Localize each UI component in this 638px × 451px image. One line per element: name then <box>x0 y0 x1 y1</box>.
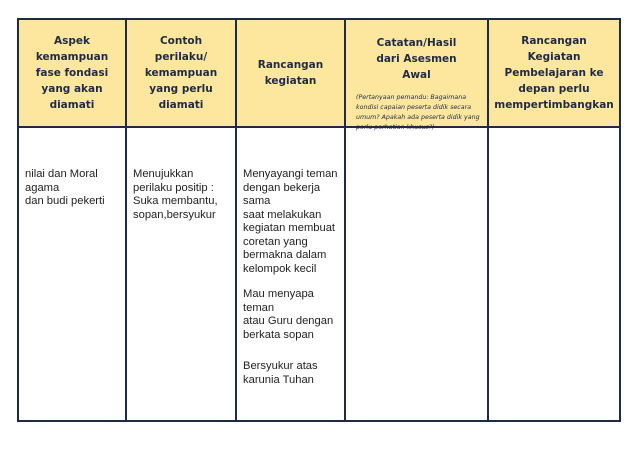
header-contoh <box>127 20 235 128</box>
header-catatan-title: Catatan/Hasil dari Asesmen Awal <box>376 37 457 81</box>
column-rancangan <box>489 20 619 420</box>
header-catatan <box>346 20 487 131</box>
cell-contoh <box>127 128 235 420</box>
header-kegiatan <box>237 20 344 128</box>
kegiatan-item: Mau menyapa teman atau Guru dengan berkata sopan <box>243 288 334 341</box>
header-kegiatan-title: Rancangan kegiatan <box>257 59 324 87</box>
cell-rancangan <box>489 128 619 420</box>
kegiatan-item: Bersyukur atas karunia Tuhan <box>243 360 318 386</box>
cell-contoh-text: Menujukkan perilaku positip : Suka membantu, sopan,bersyukur <box>133 168 218 221</box>
cell-aspek <box>19 128 125 420</box>
header-catatan-note: (Pertanyaan pemandu: Bagaimana kondisi capaian peserta didik secara umum? Apakah ada peserta didik yang perlu perhatian khusus?) <box>356 94 480 131</box>
assessment-table <box>17 18 621 422</box>
column-catatan <box>346 20 489 420</box>
header-aspek-title: Aspek kemampuan fase fondasi yang akan diamati <box>35 35 109 111</box>
column-contoh <box>127 20 237 420</box>
cell-kegiatan <box>237 128 344 420</box>
column-aspek <box>19 20 127 420</box>
cell-catatan <box>346 128 487 420</box>
header-rancangan-title: Rancangan Kegiatan Pembelajaran ke depan perlu mempertimbangkan <box>494 35 614 111</box>
cell-aspek-text: nilai dan Moral agama dan budi pekerti <box>25 168 105 207</box>
column-kegiatan <box>237 20 346 420</box>
header-aspek <box>19 20 125 128</box>
header-contoh-title: Contoh perilaku/ kemampuan yang perlu diamati <box>144 35 218 111</box>
kegiatan-item: Menyayangi teman dengan bekerja sama saat melakukan kegiatan membuat coretan yang bermakna dalam kelompok kecil <box>243 168 338 275</box>
header-rancangan <box>489 20 619 128</box>
